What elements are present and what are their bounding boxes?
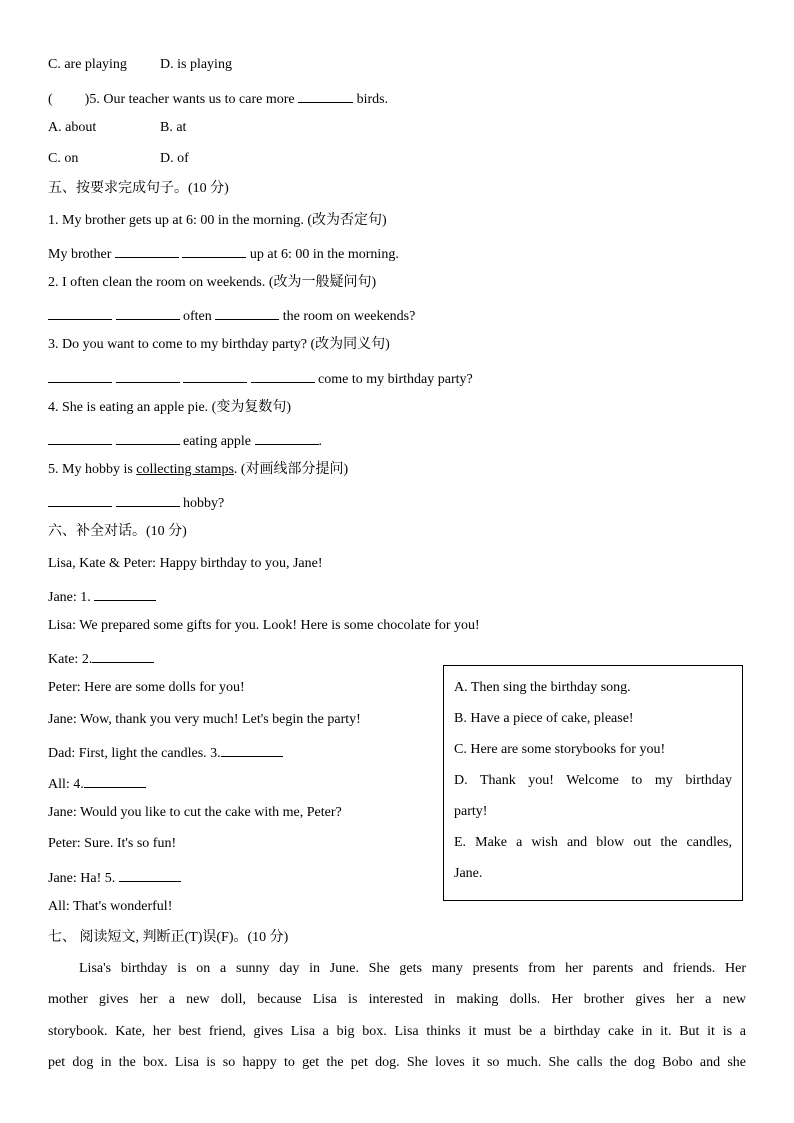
underlined-phrase: collecting stamps <box>136 462 234 477</box>
answer-text: the room on weekends? <box>282 309 416 324</box>
answer-text: up at 6: 00 in the morning. <box>249 247 399 262</box>
option-d: D. is playing <box>160 57 232 72</box>
option-b: B. Have a piece of cake, please! <box>454 711 634 726</box>
dialogue-line: Jane: Would you like to cut the cake with me, Peter? <box>48 805 342 820</box>
blank[interactable] <box>251 368 315 383</box>
answer-text: come to my birthday party? <box>318 372 473 387</box>
dialogue-text: All: 4. <box>48 777 84 792</box>
answer-text: eating apple <box>183 434 252 449</box>
dialogue-text: Kate: 2. <box>48 652 93 667</box>
dialogue-line: All: That's wonderful! <box>48 899 173 914</box>
blank[interactable] <box>94 586 156 601</box>
dialogue-text: Jane: Ha! 5. <box>48 871 116 886</box>
passage-line: storybook. Kate, her best friend, gives Lisa a big box. Lisa thinks it must be a birthday cake in it. But it is a <box>48 1024 746 1039</box>
dialogue-line: Peter: Here are some dolls for you! <box>48 680 245 695</box>
dialogue-line: Lisa: We prepared some gifts for you. Look! Here is some chocolate for you! <box>48 618 480 633</box>
sentence-2-answer <box>48 305 415 326</box>
option-d-cont: party! <box>454 804 488 819</box>
answer-text: . <box>318 434 323 449</box>
passage-line: Lisa's birthday is on a sunny day in June. She gets many presents from her parents and friends. Her <box>79 961 746 976</box>
option-c: C. on <box>48 151 79 166</box>
blank[interactable] <box>84 773 146 788</box>
sentence-5-answer <box>48 492 224 513</box>
blank[interactable] <box>116 368 180 383</box>
blank[interactable] <box>255 430 319 445</box>
passage-line: pet dog in the box. Lisa is so happy to get the pet dog. She loves it so much. She calls the dog Bobo and she <box>48 1055 746 1070</box>
option-c: C. Here are some storybooks for you! <box>454 742 666 757</box>
blank[interactable] <box>183 368 247 383</box>
dialogue-line <box>48 648 154 669</box>
answer-paren-open: ( <box>48 92 53 107</box>
option-d: D. Thank you! Welcome to my birthday <box>454 773 732 788</box>
dialogue-line: Lisa, Kate & Peter: Happy birthday to you, Jane! <box>48 556 323 571</box>
dialogue-text: Jane: 1. <box>48 590 91 605</box>
dialogue-line <box>48 773 146 794</box>
passage-line: mother gives her a new doll, because Lisa is interested in making dolls. Her brother gives her a new <box>48 992 746 1007</box>
sentence-4: 4. She is eating an apple pie. (变为复数句) <box>48 400 292 415</box>
blank[interactable] <box>48 368 112 383</box>
blank[interactable] <box>116 305 180 320</box>
blank[interactable] <box>48 430 112 445</box>
dialogue-line <box>48 742 283 763</box>
blank[interactable] <box>48 305 112 320</box>
blank[interactable] <box>115 243 179 258</box>
option-b: B. at <box>160 120 187 135</box>
dialogue-line <box>48 867 181 888</box>
option-e-cont: Jane. <box>454 866 483 881</box>
blank[interactable] <box>92 648 154 663</box>
answer-paren-close: ) <box>84 92 90 107</box>
question-5-end: birds. <box>356 92 389 107</box>
section-7-heading: 七、 阅读短文, 判断正(T)误(F)。(10 分) <box>48 930 289 945</box>
dialogue-line: Jane: Wow, thank you very much! Let's begin the party! <box>48 712 361 727</box>
section-5-heading: 五、按要求完成句子。(10 分) <box>48 181 229 196</box>
blank[interactable] <box>215 305 279 320</box>
sentence-text: . (对画线部分提问) <box>233 462 349 477</box>
sentence-3-answer <box>48 368 473 389</box>
question-5 <box>48 88 388 109</box>
dialogue-line <box>48 586 156 607</box>
sentence-3: 3. Do you want to come to my birthday party? (改为同义句) <box>48 337 390 352</box>
blank[interactable] <box>182 243 246 258</box>
blank[interactable] <box>116 492 180 507</box>
answer-text: hobby? <box>183 496 225 511</box>
sentence-1-answer <box>48 243 399 264</box>
sentence-text: 5. My hobby is <box>48 462 133 477</box>
answer-text: My brother <box>48 247 112 262</box>
section-6-heading: 六、补全对话。(10 分) <box>48 524 187 539</box>
sentence-4-answer <box>48 430 322 451</box>
option-d: D. of <box>160 151 189 166</box>
blank[interactable] <box>298 88 353 103</box>
sentence-1: 1. My brother gets up at 6: 00 in the morning. (改为否定句) <box>48 213 387 228</box>
options-box <box>443 665 743 901</box>
option-e: E. Make a wish and blow out the candles, <box>454 835 732 850</box>
question-5-text: 5. Our teacher wants us to care more <box>89 92 295 107</box>
option-c: C. are playing <box>48 57 127 72</box>
sentence-5 <box>48 461 348 479</box>
sentence-2: 2. I often clean the room on weekends. (改为一般疑问句) <box>48 275 377 290</box>
blank[interactable] <box>116 430 180 445</box>
blank[interactable] <box>221 742 283 757</box>
option-a: A. about <box>48 120 97 135</box>
blank[interactable] <box>48 492 112 507</box>
dialogue-line: Peter: Sure. It's so fun! <box>48 836 177 851</box>
blank[interactable] <box>119 867 181 882</box>
answer-text: often <box>183 309 212 324</box>
dialogue-text: Dad: First, light the candles. 3. <box>48 746 221 761</box>
option-a: A. Then sing the birthday song. <box>454 680 631 695</box>
